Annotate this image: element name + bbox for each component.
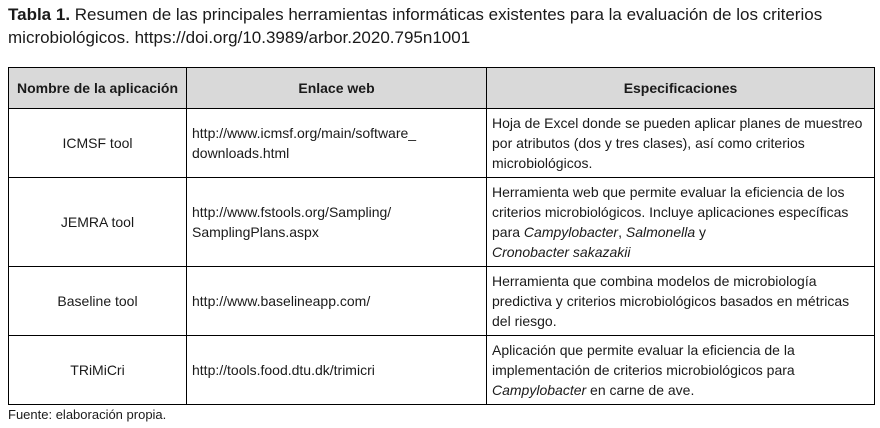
- spec-italic-2: Salmonella: [625, 224, 696, 240]
- link-text[interactable]: http://www.icmsf.org/main/software_: [192, 125, 417, 141]
- spec-italic-1: Campylobacter: [523, 224, 619, 240]
- spec-italic-1: Campylobacter: [492, 382, 587, 398]
- tools-table: [8, 67, 875, 405]
- table-row: [9, 109, 875, 178]
- header-enlace: Enlace web: [187, 68, 487, 109]
- table-row: [9, 336, 875, 405]
- table-row: [9, 178, 875, 267]
- cell-spec: Herramienta que combina modelos de microbiología predictiva y criterios microbiológicos basados en métricas del riesgo.: [487, 267, 875, 336]
- link-text-cont[interactable]: SamplingPlans.aspx: [192, 224, 319, 240]
- spec-italic-3: Cronobacter sakazakii: [492, 244, 631, 260]
- caption-label: Tabla 1.: [8, 5, 71, 24]
- caption-text: Resumen de las principales herramientas informáticas existentes para la evaluación de los criterios microbiológicos. https://doi.org/10.3989/arbor.2020.795n1001: [8, 5, 823, 47]
- cell-link[interactable]: [187, 109, 487, 178]
- cell-link[interactable]: [187, 267, 487, 336]
- link-text-cont[interactable]: downloads.html: [192, 145, 290, 161]
- link-text[interactable]: http://tools.food.dtu.dk/trimicri: [192, 362, 375, 378]
- cell-name: Baseline tool: [9, 267, 187, 336]
- spec-text-2: ,: [618, 224, 626, 240]
- cell-spec: [487, 336, 875, 405]
- cell-name: TRiMiCri: [9, 336, 187, 405]
- spec-text-2: en carne de ave.: [586, 382, 695, 398]
- cell-link[interactable]: [187, 178, 487, 267]
- cell-name: ICMSF tool: [9, 109, 187, 178]
- cell-spec: Hoja de Excel donde se pueden aplicar planes de muestreo por atributos (dos y tres clases), así como criterios microbiológicos.: [487, 109, 875, 178]
- spec-text-3: y: [695, 224, 707, 240]
- header-nombre: Nombre de la aplicación: [9, 68, 187, 109]
- cell-link[interactable]: [187, 336, 487, 405]
- table-source-note: Fuente: elaboración propia.: [8, 407, 167, 422]
- table-caption: [8, 3, 868, 49]
- link-text[interactable]: http://www.fstools.org/Sampling/: [192, 204, 392, 220]
- header-especificaciones: Especificaciones: [487, 68, 875, 109]
- cell-name: JEMRA tool: [9, 178, 187, 267]
- spec-text: Aplicación que permite evaluar la eficiencia de la implementación de criterios microbiológicos para: [492, 342, 795, 378]
- table-row: [9, 267, 875, 336]
- spec-text: Herramienta web que permite evaluar la eficiencia de los criterios microbiológicos. Incluye aplicaciones específicas para: [492, 184, 849, 240]
- link-text[interactable]: http://www.baselineapp.com/: [192, 293, 371, 309]
- table-header-row: [9, 68, 875, 109]
- cell-spec: [487, 178, 875, 267]
